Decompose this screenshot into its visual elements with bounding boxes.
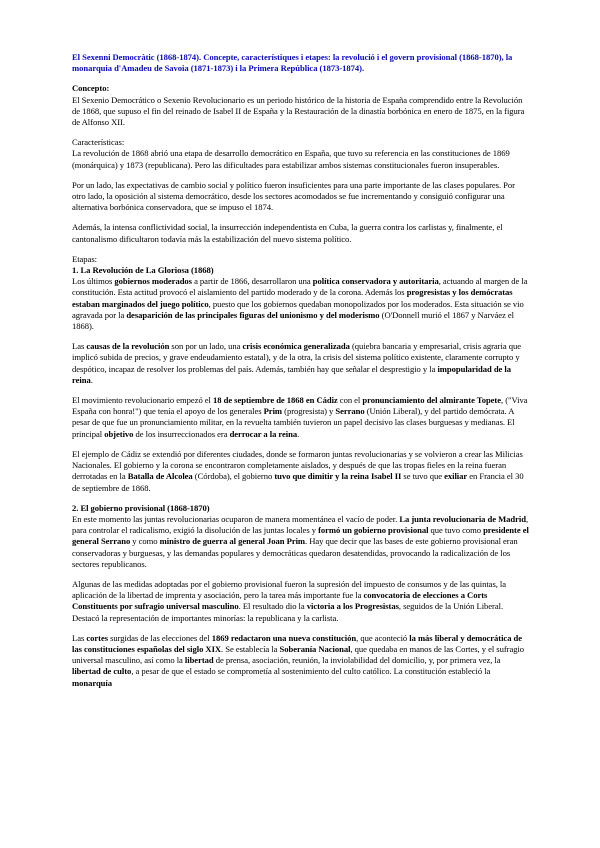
section-1-paragraph-4 <box>72 449 530 494</box>
section-1-heading: 1. La Revolución de La Gloriosa (1868) <box>72 265 214 276</box>
text-run: . Hay que decir que las bases de este gobierno provisional eran conservadoras y burguesas, y las demandas populares y democráticas quedaron desatendidas, provocando la radicalización de los sectores republicanos. <box>72 536 518 569</box>
text-run: Las <box>72 632 87 643</box>
bold-text-run: progresistas y los demócratas estaban marginados del juego político <box>72 287 513 309</box>
text-run: y como <box>130 536 160 547</box>
text-run: , ("Viva España con honra!") que tenía el apoyo de los generales <box>72 395 528 417</box>
text-run: se tuvo que <box>401 471 445 482</box>
section-2-heading: 2. El gobierno provisional (1868-1870) <box>72 502 210 513</box>
bold-text-run: presidente el general Serrano <box>72 525 529 547</box>
text-run: , puesto que los gobiernos quedaban monopolizados por los moderados. Esta situación se vio agravada por la <box>72 298 524 320</box>
text-run: , a pesar de que el estado se comprometía al sostenimiento del culto católico. La constitución estableció la <box>131 666 491 677</box>
bold-text-run: Soberanía Nacional <box>279 643 351 654</box>
bold-text-run: monarquía <box>72 677 112 688</box>
bold-text-run: ministro de guerra al general Joan Prim <box>159 536 306 547</box>
bold-text-run: pronunciamiento del almirante Topete <box>362 395 502 406</box>
section-2-paragraph-1 <box>72 514 530 570</box>
section-1-paragraph-3 <box>72 395 530 440</box>
bold-text-run: crisis económica generalizada <box>242 341 350 352</box>
text-run: Los últimos <box>72 276 115 287</box>
text-run: En este momento las juntas revolucionarias ocuparon de manera momentánea el vacío de poder. <box>72 513 400 524</box>
bold-text-run: gobiernos moderados <box>114 276 192 287</box>
text-run: (Unión Liberal), y del partido demócrata. A pesar de que fue un pronunciamiento militar, en la revuelta también tuvieron un papel decisivo las clases burguesas y medianas. El principal <box>72 406 515 439</box>
bold-text-run: desaparición de las principales figuras del unionismo y del moderismo <box>126 309 380 320</box>
bold-text-run: exiliar <box>444 471 468 482</box>
bold-text-run: Prim <box>263 406 283 417</box>
caracteristicas-paragraph-3: Además, la intensa conflictividad social, la insurrección independentista en Cuba, la guerra contra los carlistas y, finalmente, el cantonalismo dificultaron todavía más la estabilización del nuevo sistema político. <box>72 222 503 244</box>
bold-text-run: 1869 redactaron una nueva constitución <box>211 632 357 643</box>
caracteristicas-heading: Características: <box>72 137 125 148</box>
caracteristicas-paragraph-2: Por un lado, las expectativas de cambio social y político fueron insuficientes para una parte importante de las clases populares. Por otro lado, la oposición al sistema democrático, desde los sectores acomodados se fue incrementando y consiguió configurar una alternativa borbónica conservadora, que se impuso el 1874. <box>72 179 515 213</box>
section-1-paragraph-2 <box>72 341 530 386</box>
bold-text-run: formó un gobierno provisional <box>318 525 429 536</box>
bold-text-run: Serrano <box>335 406 365 417</box>
section-2-paragraph-2 <box>72 579 530 624</box>
text-run: El movimiento revolucionario empezó el <box>72 395 213 406</box>
text-run: surgidas de las elecciones del <box>108 632 212 643</box>
bold-text-run: La junta revolucionaria de Madrid <box>399 513 526 524</box>
text-run: , seguidos de la Unión Liberal. Destacó la representación de importantes minorías: la republicana y la carlista. <box>72 601 504 623</box>
text-run: (O'Donnell murió el 1867 y Narváez el 1868). <box>72 309 515 332</box>
text-run: El ejemplo de Cádiz se extendió por diferentes ciudades, donde se formaron juntas revolucionarias y se volvieron a crear las Milicias Nacionales. El gobierno y la corona se encontraron completamente aislados, y después de que las tropas fieles en la reina fueran derrotadas en la <box>72 448 523 482</box>
text-run: , actuando al margen de la constitución. Esta actitud provocó el aislamiento del partido moderado y de la corona. Además los <box>72 276 528 298</box>
text-run: , que aconteció <box>356 632 410 643</box>
text-run: . El resultado dio la <box>238 601 307 612</box>
text-run: . Se establecía la <box>221 643 280 654</box>
bold-text-run: convocatoria de elecciones a Corts Constituents por sufragio universal masculino <box>72 590 488 612</box>
text-run: con el <box>337 395 363 406</box>
bold-text-run: 18 de septiembre de 1868 en Cádiz <box>213 395 338 406</box>
bold-text-run: libertad de culto <box>72 666 132 677</box>
bold-text-run: libertad <box>184 655 214 666</box>
document-title: El Sexenni Democràtic (1868-1874). Concepte, característiques i etapes: la revolució i el govern provisional (1868-1870), la monarquia d'Amadeu de Savoia (1871-1873) i la Primera República (1873-1874). <box>72 52 513 74</box>
text-run: (Córdoba), el gobierno <box>192 471 275 482</box>
concepto-heading: Concepto: <box>72 83 110 94</box>
section-2-paragraph-3 <box>72 633 530 689</box>
concepto-text: El Sexenio Democrático o Sexenio Revolucionario es un periodo histórico de la historia de España comprendido entre la Revolución de 1868, que supuso el fin del reinado de Isabel II de España y la Restauración de la dinastía borbónica en enero de 1875, en la figura de Alfonso XII. <box>72 94 525 128</box>
bold-text-run: política conservadora y autoritaria <box>312 276 439 287</box>
text-run: de prensa, asociación, reunión, la inviolabilidad del domicilio, y, por primera vez, la <box>213 655 501 666</box>
text-run: en Francia el 30 de septiembre de 1868. <box>72 471 524 493</box>
bold-text-run: la más liberal y democrática de las constituciones españolas del siglo XIX <box>72 632 523 654</box>
text-run: son por un lado, una <box>169 341 243 352</box>
section-1-paragraph-1 <box>72 276 530 332</box>
bold-text-run: derrocar a la reina <box>229 428 298 439</box>
text-run: Algunas de las medidas adoptadas por el gobierno provisional fueron la supresión del impuesto de consumos y de las quintas, la aplicación de la libertad de imprenta y asociación, pero la tarea más importante fue la <box>72 578 507 601</box>
bold-text-run: cortes <box>86 632 109 643</box>
text-run: . <box>297 428 300 439</box>
text-run: Las <box>72 341 87 352</box>
bold-text-run: objetivo <box>104 428 134 439</box>
caracteristicas-paragraph-1: La revolución de 1868 abrió una etapa de desarrollo democrático en España, que tuvo su referencia en las constituciones de 1869 (monárquica) y 1873 (republicana). Pero las dificultades para estabilizar ambos sistemas constitucionales fueron insuperables. <box>72 148 510 170</box>
bold-text-run: impopularidad de la reina <box>72 363 512 385</box>
bold-text-run: causas de la revolución <box>86 341 170 352</box>
text-run: (quiebra bancaria y empresarial, crisis agraria que implicó subida de precios, y grave endeudamiento estatal), y de la otra, la crisis del sistema político existente, claramente corrupto y despótico, incapaz de resolver los problemas del país. Además, también hay que señalar el desprestigio y la <box>72 341 521 374</box>
text-run: . <box>90 374 93 385</box>
text-run: , que quedaba en manos de las Cortes, y el sufragio universal masculino, así como la <box>72 643 525 666</box>
bold-text-run: victoria a los Progresistas <box>306 601 399 612</box>
text-run: de los insurreccionados era <box>133 428 230 439</box>
text-run: que tuvo como <box>428 525 484 536</box>
bold-text-run: Batalla de Alcolea <box>127 471 193 482</box>
bold-text-run: tuvo que dimitir y la reina Isabel II <box>274 471 402 482</box>
text-run: , para controlar el radicalismo, exigió la disolución de las juntas locales y <box>72 513 529 536</box>
text-run: a partir de 1866, desarrollaron una <box>191 276 313 287</box>
etapas-heading: Etapas: <box>72 253 97 264</box>
text-run: (progresista) y <box>282 406 336 417</box>
